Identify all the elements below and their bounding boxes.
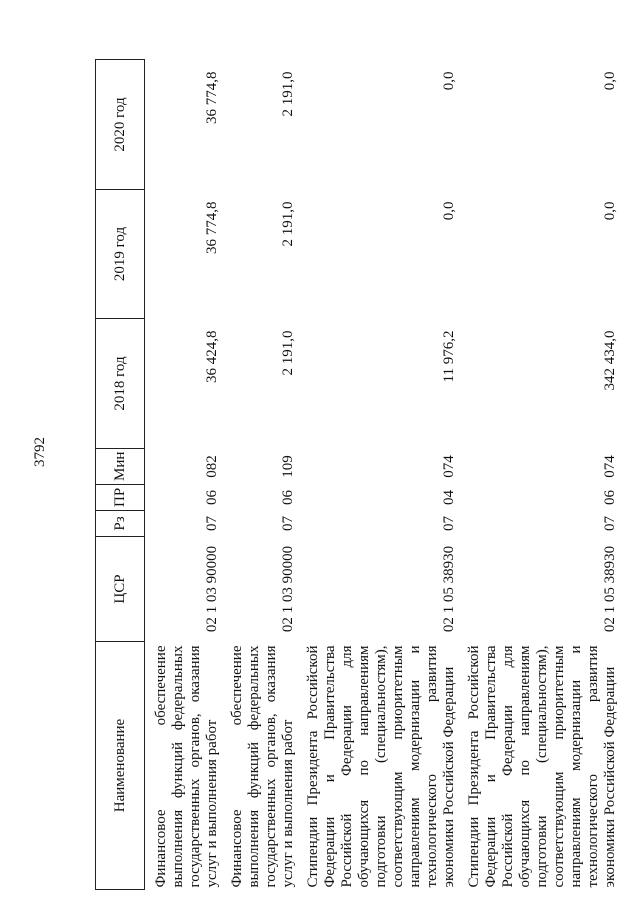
row-2020: 36 774,8 xyxy=(204,71,220,124)
row-rz: 07 xyxy=(602,516,618,531)
row-name: Финансовое обеспечение выполнения функций федеральных государственных органов, оказания услуг и выполнения работ xyxy=(229,645,296,888)
row-2020: 0,0 xyxy=(602,71,618,91)
header-min: Мин xyxy=(96,449,145,485)
row-2018: 36 424,8 xyxy=(204,330,220,383)
row-rz: 07 xyxy=(280,516,296,531)
table-header-row xyxy=(96,60,145,890)
row-csr: 02 1 03 90000 xyxy=(204,545,220,633)
header-rz: Рз xyxy=(96,511,145,537)
row-pr: 06 xyxy=(602,490,618,505)
row-pr: 04 xyxy=(441,490,457,505)
row-2020: 2 191,0 xyxy=(280,71,296,117)
header-2019: 2019 год xyxy=(96,190,145,319)
row-name: Финансовое обеспечение выполнения функций федеральных государственных органов, оказания услуг и выполнения работ xyxy=(153,645,220,888)
row-name: Стипендии Президента Российской Федерации и Правительства Российской Федерации для обучающихся по направлениям подготовки (специальностям), соответствующим приоритетным направлениям модернизации и технологического развития экономики Российской Федерации xyxy=(466,645,618,888)
row-pr: 06 xyxy=(280,490,296,505)
header-2020: 2020 год xyxy=(96,60,145,190)
page-number: 3792 xyxy=(32,437,48,467)
row-2019: 36 774,8 xyxy=(204,201,220,254)
row-2018: 2 191,0 xyxy=(280,330,296,376)
budget-table-container xyxy=(95,60,618,890)
row-csr: 02 1 03 90000 xyxy=(280,545,296,633)
row-rz: 07 xyxy=(204,516,220,531)
table-row xyxy=(229,60,297,890)
header-2018: 2018 год xyxy=(96,319,145,449)
row-min: 074 xyxy=(602,455,618,478)
table-row xyxy=(466,60,619,890)
row-min: 074 xyxy=(441,455,457,478)
budget-table xyxy=(95,59,619,890)
row-rz: 07 xyxy=(441,516,457,531)
row-min: 109 xyxy=(280,455,296,478)
row-csr: 02 1 05 38930 xyxy=(602,545,618,633)
row-2018: 342 434,0 xyxy=(602,330,618,391)
row-2019: 2 191,0 xyxy=(280,201,296,247)
header-csr: ЦСР xyxy=(96,537,145,642)
row-2019: 0,0 xyxy=(602,201,618,221)
row-csr: 02 1 05 38930 xyxy=(441,545,457,633)
row-2019: 0,0 xyxy=(441,201,457,221)
table-row xyxy=(153,60,221,890)
row-2018: 11 976,2 xyxy=(441,330,457,383)
row-pr: 06 xyxy=(204,490,220,505)
header-pr: ПР xyxy=(96,485,145,511)
table-row xyxy=(305,60,458,890)
row-name: Стипендии Президента Российской Федерации и Правительства Российской Федерации для обучающихся по направлениям подготовки (специальностям), соответствующим приоритетным направлениям модернизации и технологического развития экономики Российской Федерации xyxy=(305,645,457,888)
row-min: 082 xyxy=(204,455,220,478)
row-2020: 0,0 xyxy=(441,71,457,91)
header-name: Наименование xyxy=(96,642,145,890)
